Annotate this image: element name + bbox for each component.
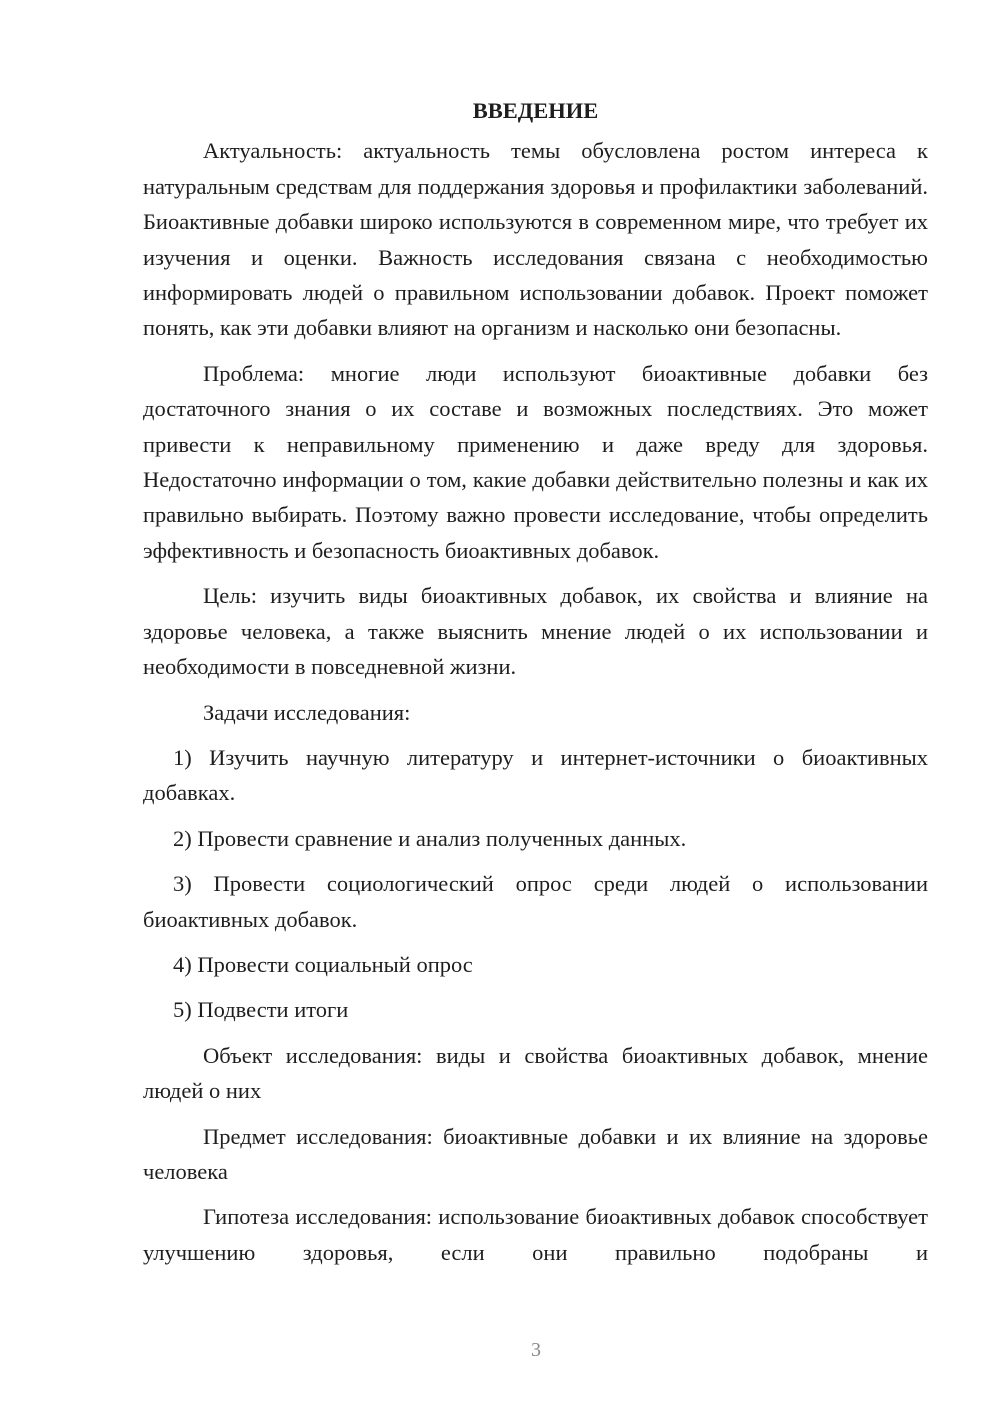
tasks-heading: Задачи исследования:: [203, 699, 411, 725]
subject-paragraph: Предмет исследования: биоактивные добавки и их влияние на здоровье человека: [143, 1123, 928, 1184]
page-number: 3: [531, 1339, 541, 1361]
task-item-2: 2) Провести сравнение и анализ полученных данных.: [173, 825, 687, 851]
task-item-1: 1) Изучить научную литературу и интернет-источники о биоактивных добавках.: [143, 744, 928, 806]
problem-paragraph: Проблема: многие люди используют биоактивные добавки без достаточного знания о их составе и возможных последствиях. Это может привести к неправильному применению и даже вреду для здоровья. Недостаточно информации о том, какие добавки действительно полезны и как их правильно выбирать. Поэтому важно провести исследование, чтобы определить эффективность и безопасность биоактивных добавок.: [143, 360, 928, 563]
goal-paragraph: Цель: изучить виды биоактивных добавок, их свойства и влияние на здоровье человека, а также выяснить мнение людей о их использовании и необходимости в повседневной жизни.: [143, 583, 928, 680]
section-heading: ВВЕДЕНИЕ: [472, 98, 599, 123]
task-item-4: 4) Провести социальный опрос: [173, 951, 473, 977]
task-item-3: 3) Провести социологический опрос среди людей о использовании биоактивных добавок.: [143, 871, 928, 932]
page-content: [143, 93, 928, 1280]
task-item-5: 5) Подвести итоги: [173, 997, 349, 1023]
object-paragraph: Объект исследования: виды и свойства биоактивных добавок, мнение людей о них: [143, 1042, 928, 1104]
hypothesis-paragraph: Гипотеза исследования: использование биоактивных добавок способствует улучшению здоровья, если они правильно подобраны и: [143, 1204, 928, 1265]
relevance-paragraph: Актуальность: актуальность темы обусловлена ростом интереса к натуральным средствам для поддержания здоровья и профилактики заболеваний. Биоактивные добавки широко используются в современном мире, что требует их изучения и оценки. Важность исследования связана с необходимостью информировать людей о правильном использовании добавок. Проект поможет понять, как эти добавки влияют на организм и насколько они безопасны.: [143, 138, 928, 341]
